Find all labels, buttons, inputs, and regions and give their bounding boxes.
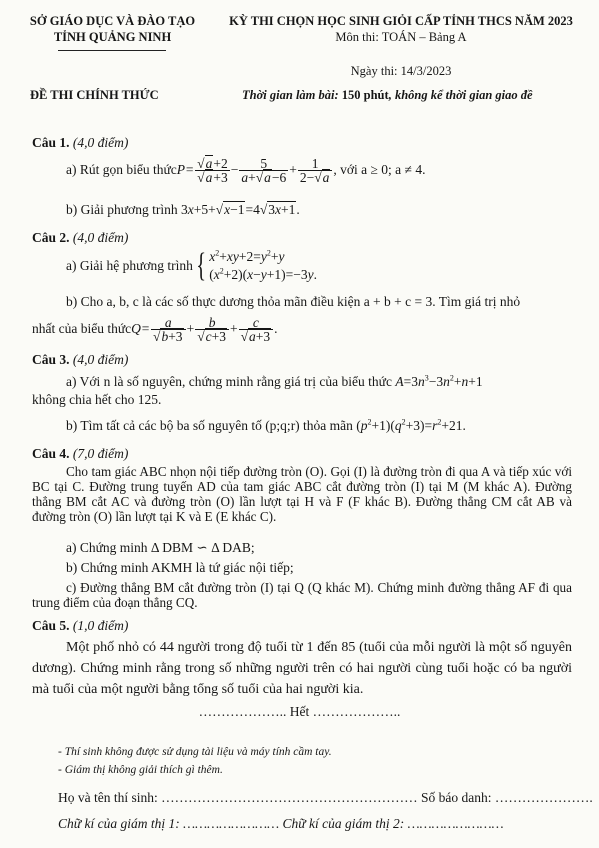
official-label: ĐỀ THI CHÍNH THỨC	[30, 88, 159, 102]
department-name: SỞ GIÁO DỤC VÀ ĐÀO TẠO	[29, 14, 196, 28]
equation-3b: $(p^2+1)(q^2+3)=r^2+21$.	[356, 417, 466, 433]
question-4-intro: Cho tam giác ABC nhọn nội tiếp đường tròn (O). Gọi (I) là đường tròn đi qua A và tiếp xúc với BC tại C. Đường trung tuyến AD của tam giác ABC cắt đường tròn (I) tại M (M khác A). Đường thẳng BM cắt AC và đường tròn (O) lần lượt tại H và F (F khác B). Đường thẳng CM cắt AB và đường tròn (O) lần lượt tại K và E (E khác C).	[32, 464, 572, 524]
expression-a: $A=3n^3-3n^2+n+1$	[395, 373, 483, 389]
question-2b-line2: nhất của biểu thức Q= $\frac{a}{√b+3}$ + $\frac{b}{√c+3}$ + $\frac{c}{√a+3}$ .	[32, 314, 278, 344]
system-brace: {	[196, 247, 206, 284]
note-2: - Giám thị không giải thích gì thêm.	[58, 764, 223, 776]
candidate-info-line: Họ và tên thí sinh: ………………………………………………… Số báo danh: ………………….	[58, 790, 593, 805]
header-underline	[58, 50, 166, 51]
expr-p: P=	[176, 162, 195, 177]
exam-duration: Thời gian làm bài: 150 phút, không kể thời gian giao đề	[242, 88, 533, 102]
exam-subject: Môn thi: TOÁN – Bảng A	[335, 30, 467, 44]
fraction-q1: $\frac{a}{√b+3}$	[151, 316, 186, 343]
fraction-2: $\frac{5}{a+√a-6}$	[241, 155, 287, 185]
question-2b-line1: b) Cho a, b, c là các số thực dương thỏa mãn điều kiện a + b + c = 3. Tìm giá trị nhỏ	[66, 294, 521, 309]
question-3a-line1: a) Với n là số nguyên, chứng minh rằng giá trị của biểu thức $A=3n^3-3n^2+n+1$	[66, 373, 483, 389]
fraction-q2: $\frac{b}{√c+3}$	[195, 316, 229, 343]
exam-date: Ngày thi: 14/3/2023	[350, 64, 452, 78]
equation-system: $x^2+xy+2=y^2+y$ $(x^2+2)(x-y+1)=-3y$.	[209, 248, 317, 282]
question-1a: a) Rút gọn biểu thức P= $\frac{√a+2}{√a+3}$ − $\frac{5}{a+√a-6}$ + $\frac{1}{2-√a}$ , với a ≥ 0; a ≠ 4.	[66, 155, 426, 185]
question-2-title: Câu 2. (4,0 điểm)	[32, 230, 129, 245]
question-2a: a) Giải hệ phương trình { $x^2+xy+2=y^2+y$ $(x^2+2)(x-y+1)=-3y$.	[66, 247, 317, 284]
fraction-3: $\frac{1}{2-√a}$	[298, 157, 333, 184]
equation-1b: 3x+5+√x−1=4√3x+1.	[180, 202, 300, 217]
question-3b: b) Tìm tất cả các bộ ba số nguyên tố (p;q;r) thỏa mãn $(p^2+1)(q^2+3)=r^2+21$.	[66, 417, 466, 433]
question-1-title: Câu 1. (4,0 điểm)	[32, 135, 129, 150]
province-name: TỈNH QUẢNG NINH	[53, 30, 172, 44]
exam-title: KỲ THI CHỌN HỌC SINH GIỎI CẤP TỈNH THCS NĂM 2023	[229, 14, 573, 28]
fraction-1: $\frac{√a+2}{√a+3}$	[197, 155, 228, 185]
supervisor-signature-line: Chữ kí của giám thị 1: …………………… Chữ kí của giám thị 2: ……………………	[58, 816, 504, 831]
note-1: - Thí sinh không được sử dụng tài liệu và máy tính cầm tay.	[58, 746, 332, 758]
fraction-q3: $\frac{c}{√a+3}$	[239, 316, 274, 343]
question-1b: b) Giải phương trình 3x+5+√x−1=4√3x+1.	[66, 202, 300, 217]
question-4b: b) Chứng minh AKMH là tứ giác nội tiếp;	[66, 560, 294, 575]
question-5-title: Câu 5. (1,0 điểm)	[32, 618, 129, 633]
question-3-title: Câu 3. (4,0 điểm)	[32, 352, 129, 367]
question-4a: a) Chứng minh Δ DBM ∽ Δ DAB;	[66, 540, 255, 555]
question-3a-line2: không chia hết cho 125.	[32, 392, 162, 407]
question-4c: c) Đường thẳng BM cắt đường tròn (I) tại Q (Q khác M). Chứng minh đường thẳng AF đi qua trung điểm của đoạn thẳng CQ.	[32, 580, 572, 610]
question-4-title: Câu 4. (7,0 điểm)	[32, 446, 129, 461]
question-5-text: Một phố nhỏ có 44 người trong độ tuổi từ 1 đến 85 (tuổi của mỗi người là một số nguyên dương). Chứng minh rằng trong số những người trên có hai người cùng tuổi hoặc có ba người mà tuổi của một người bằng tổng số tuổi của hai người kia.	[32, 640, 572, 697]
end-marker: ……………….. Hết ………………..	[198, 704, 401, 719]
